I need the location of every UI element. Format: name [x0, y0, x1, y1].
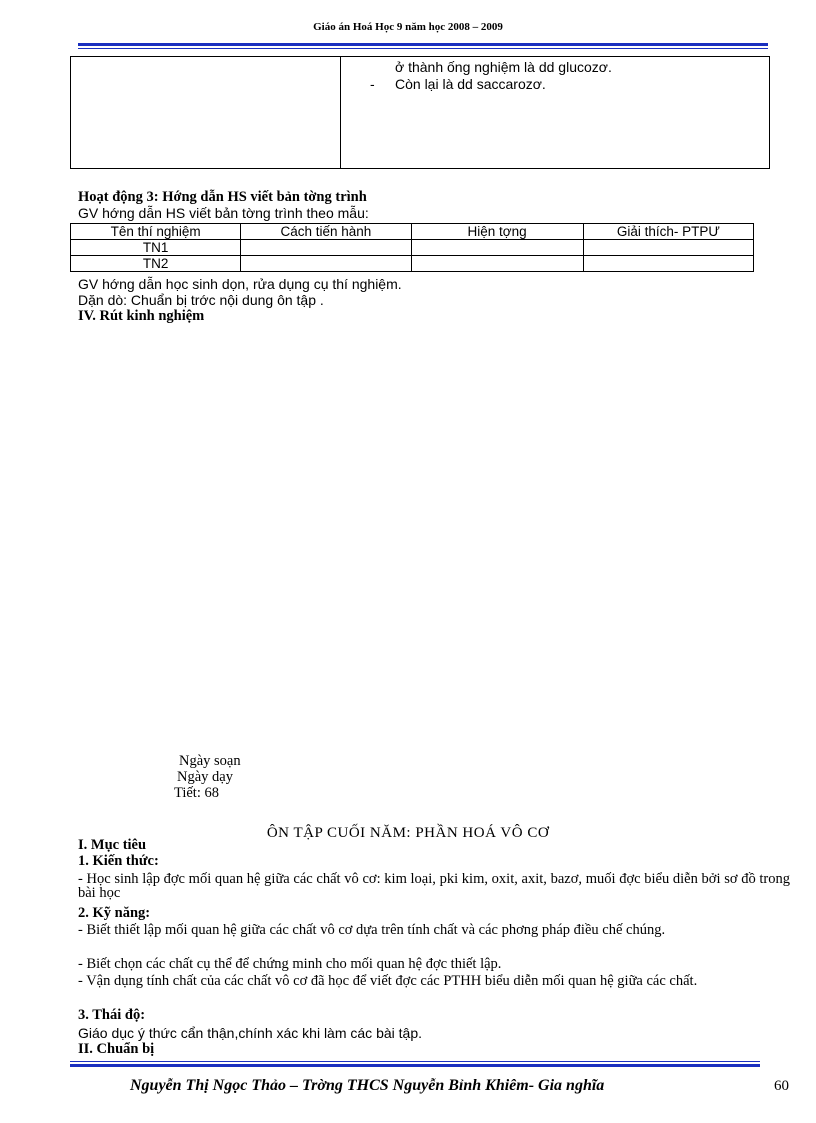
- table-cell: [583, 256, 753, 272]
- table-cell: [583, 240, 753, 256]
- activity3-after-1: GV hớng dẫn học sinh dọn, rửa dụng cụ thí nghiệm.: [78, 276, 402, 292]
- knowledge-heading: 1. Kiến thức:: [78, 853, 159, 869]
- lesson-title: ÔN TẬP CUỐI NĂM: PHẦN HOÁ VÔ CƠ: [266, 825, 550, 841]
- skills-text-2: - Biết chọn các chất cụ thể để chứng minh cho mối quan hệ đợc thiết lập.: [78, 956, 502, 972]
- skills-heading: 2. Kỹ năng:: [78, 905, 151, 921]
- table-cell: TN1: [71, 240, 241, 256]
- report-col-header: Giải thích- PTPƯ: [583, 224, 753, 240]
- report-table: [70, 223, 754, 272]
- goals-heading: I. Mục tiêu: [78, 837, 147, 853]
- lesson-period: Tiết: 68: [174, 785, 219, 801]
- footer-rule: [70, 1064, 760, 1067]
- section4-heading: IV. Rút kinh nghiệm: [78, 308, 205, 324]
- lesson-prep-date: Ngày soạn: [179, 753, 241, 769]
- report-col-header: Hiện tợng: [411, 224, 583, 240]
- activity3-after-2: Dặn dò: Chuẩn bị trớc nội dung ôn tập .: [78, 292, 324, 308]
- table-cell: [411, 240, 583, 256]
- knowledge-text: - Học sinh lập đợc mối quan hệ giữa các chất vô cơ: kim loại, pki kim, oxit, axit, bazơ, muối đợc biểu diễn bởi sơ đồ trong bài học: [78, 871, 790, 901]
- report-col-header: Cách tiến hành: [241, 224, 411, 240]
- table-cell: [411, 256, 583, 272]
- table-cell: TN2: [71, 256, 241, 272]
- activity3-intro: GV hớng dẫn HS viết bản tờng trình theo mẫu:: [78, 205, 369, 221]
- footer-rule-thin: [70, 1061, 760, 1062]
- activity3-heading: Hoạt động 3: Hớng dẫn HS viết bản tờng trình: [78, 189, 367, 205]
- attitude-heading: 3. Thái độ:: [78, 1007, 146, 1023]
- top-table-line-1: ở thành ống nghiệm là dd glucozơ.: [395, 59, 612, 75]
- page-number: 60: [774, 1078, 789, 1094]
- skills-text-1: - Biết thiết lập mối quan hệ giữa các chất vô cơ dựa trên tính chất và các phơng pháp điều chế chúng.: [78, 922, 666, 938]
- top-table-bullet: -: [370, 76, 375, 92]
- header-rule: [78, 43, 768, 46]
- skills-text-3: - Vận dụng tính chất của các chất vô cơ đã học để viết đợc các PTHH biểu diễn mối quan hệ giữa các chất.: [78, 973, 698, 989]
- table-cell: [241, 240, 411, 256]
- attitude-text: Giáo dục ý thức cẩn thận,chính xác khi làm các bài tập.: [78, 1025, 422, 1041]
- report-table-header-row: [71, 224, 754, 240]
- table-cell: [241, 256, 411, 272]
- lesson-teach-date: Ngày dạy: [177, 769, 233, 785]
- table-row: [71, 256, 754, 272]
- prep-heading: II. Chuẩn bị: [78, 1041, 155, 1057]
- footer-author: Nguyễn Thị Ngọc Thảo – Trờng THCS Nguyễn Bỉnh Khiêm- Gia nghĩa: [130, 1077, 605, 1094]
- table-row: [71, 240, 754, 256]
- top-table-line-2: Còn lại là dd saccarozơ.: [395, 76, 546, 92]
- top-table-divider: [340, 56, 341, 169]
- page-header-title: Giáo án Hoá Học 9 năm học 2008 – 2009: [313, 21, 503, 33]
- header-rule-thin: [78, 48, 768, 49]
- report-col-header: Tên thí nghiệm: [71, 224, 241, 240]
